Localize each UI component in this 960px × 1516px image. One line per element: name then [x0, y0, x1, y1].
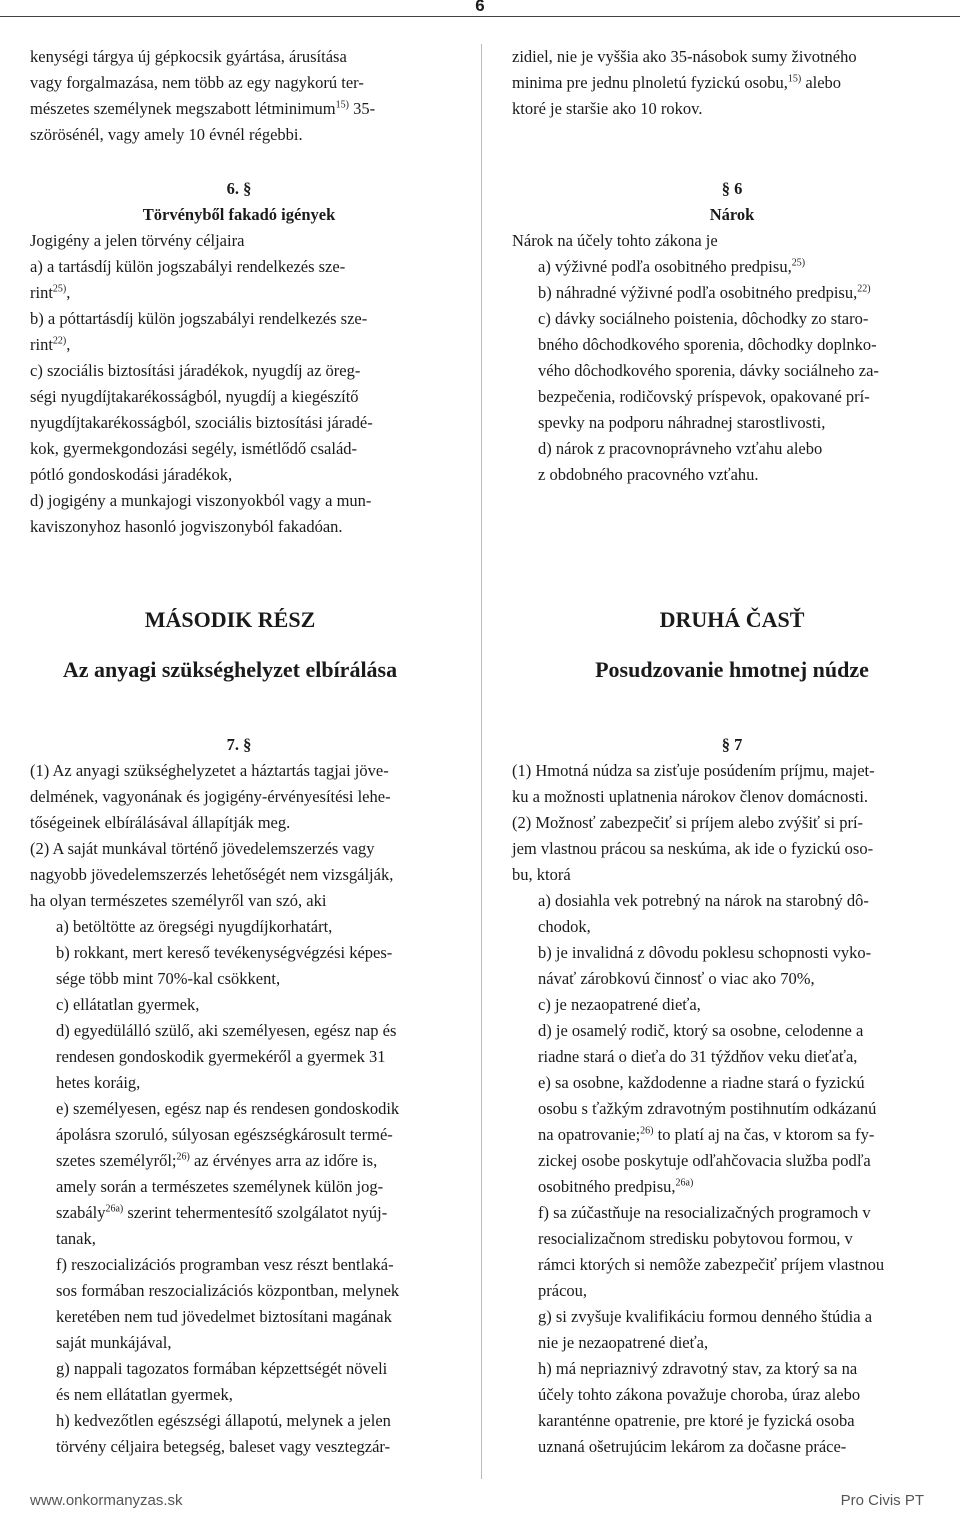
section-number: § 7	[721, 735, 743, 754]
text-line: c) szociális biztosítási járadékok, nyugdíj az öreg-	[30, 361, 361, 380]
section-number: 7. §	[226, 735, 252, 754]
column-divider	[481, 44, 482, 1479]
text-line: d) nárok z pracovnoprávneho vzťahu alebo	[538, 439, 823, 458]
text-line: (2) Možnosť zabezpečiť si príjem alebo zvýšiť si prí-	[512, 813, 864, 832]
text-line: Nárok na účely tohto zákona je	[512, 231, 718, 250]
text-line: pótló gondoskodási járadékok,	[30, 465, 233, 484]
text-line: szetes személyről;$^{26)}$ az érvényes arra az időre is,	[56, 1151, 378, 1170]
text-line: d) egyedülálló szülő, aki személyesen, egész nap és	[56, 1021, 397, 1040]
text-line: ha olyan természetes személyről van szó, aki	[30, 891, 327, 910]
text-line: rendesen gondoskodik gyermekéről a gyermek 31	[56, 1047, 386, 1066]
text-line: rint$^{22)}$,	[30, 335, 71, 354]
text-line: tanak,	[56, 1229, 96, 1248]
left-part-subtitle: Az anyagi szükséghelyzet elbírálása	[62, 657, 398, 682]
text-line: a) výživné podľa osobitného predpisu,$^{25)}$	[538, 257, 806, 276]
text-line: h) má nepriaznivý zdravotný stav, za ktorý sa na	[538, 1359, 858, 1378]
right-section-6	[512, 176, 952, 488]
text-line: ségi nyugdíjtakarékosságból, nyugdíj a kiegészítő	[30, 387, 359, 406]
text-line: rint$^{25)}$,	[30, 283, 71, 302]
text-line: minima pre jednu plnoletú fyzickú osobu,$^{15)}$ alebo	[512, 73, 842, 92]
text-line: tőségeinek elbírálásával állapítják meg.	[30, 813, 291, 832]
text-line: mészetes személynek megszabott létminimum$^{15)}$ 35-	[30, 99, 376, 118]
text-line: ku a možnosti uplatnenia nárokov členov domácnosti.	[512, 787, 869, 806]
text-line: g) nappali tagozatos formában képzettségét növeli	[56, 1359, 388, 1378]
text-line: Jogigény a jelen törvény céljaira	[30, 231, 245, 250]
text-line: nie je nezaopatrené dieťa,	[538, 1333, 709, 1352]
section-title: Törvényből fakadó igények	[142, 205, 336, 224]
text-line: ktoré je staršie ako 10 rokov.	[512, 99, 703, 118]
text-line: rámci ktorých si nemôže zabezpečiť príjem vlastnou	[538, 1255, 885, 1274]
text-line: jem vlastnou prácou sa neskúma, ak ide o fyzickú oso-	[512, 839, 874, 858]
text-line: b) a póttartásdíj külön jogszabályi rendelkezés sze-	[30, 309, 368, 328]
text-line: b) je invalidná z dôvodu poklesu schopnosti vyko-	[538, 943, 872, 962]
text-line: vagy forgalmazása, nem több az egy nagykorú ter-	[30, 73, 364, 92]
left-intro	[30, 44, 448, 148]
text-line: kenységi tárgya új gépkocsik gyártása, árusítása	[30, 47, 347, 66]
text-line: (2) A saját munkával történő jövedelemszerzés vagy	[30, 839, 375, 858]
text-line: saját munkájával,	[56, 1333, 172, 1352]
text-line: és nem ellátatlan gyermek,	[56, 1385, 233, 1404]
text-line: d) je osamelý rodič, ktorý sa osobne, celodenne a	[538, 1021, 864, 1040]
text-line: účely tohto zákona považuje choroba, úraz alebo	[538, 1385, 861, 1404]
text-line: bezpečenia, rodičovský príspevok, opakované prí-	[538, 387, 870, 406]
text-line: bného dôchodkového sporenia, dôchodky doplnko-	[538, 335, 877, 354]
left-section-6	[30, 176, 448, 540]
text-line: szörösénél, vagy amely 10 évnél régebbi.	[30, 125, 303, 144]
text-line: szabály$^{26a)}$ szerint tehermentesítő szolgálatot nyúj-	[56, 1203, 388, 1222]
text-line: hetes koráig,	[56, 1073, 141, 1092]
text-line: spevky na podporu náhradnej starostlivosti,	[538, 413, 826, 432]
text-line: osobu s ťažkým zdravotným postihnutím odkázanú	[538, 1099, 877, 1118]
text-line: riadne stará o dieťa do 31 týždňov veku dieťaťa,	[538, 1047, 858, 1066]
text-line: prácou,	[538, 1281, 588, 1300]
page-number: 6	[475, 0, 485, 15]
text-line: zickej osobe poskytuje odľahčovacia služba podľa	[538, 1151, 871, 1170]
text-line: f) reszocializációs programban vesz részt bentlaká-	[56, 1255, 394, 1274]
text-line: (1) Hmotná núdza sa zisťuje posúdením príjmu, majet-	[512, 761, 875, 780]
text-line: (1) Az anyagi szükséghelyzetet a háztartás tagjai jöve-	[30, 761, 389, 780]
text-line: vého dôchodkového sporenia, dávky sociálneho za-	[538, 361, 879, 380]
text-line: c) je nezaopatrené dieťa,	[538, 995, 701, 1014]
text-line: nyugdíjtakarékosságból, szociális biztosítási járadé-	[30, 413, 373, 432]
left-section-7	[30, 732, 448, 1460]
text-line: delmének, vagyonának és jogigény-érvényesítési lehe-	[30, 787, 391, 806]
text-line: a) a tartásdíj külön jogszabályi rendelkezés sze-	[30, 257, 346, 276]
left-part-title: MÁSODIK RÉSZ	[144, 607, 316, 632]
text-line: e) sa osobne, každodenne a riadne stará o fyzickú	[538, 1073, 865, 1092]
text-line: zidiel, nie je vyššia ako 35-násobok sumy životného	[512, 47, 857, 66]
footer-publisher: Pro Civis PT	[840, 1492, 924, 1509]
text-line: sos formában reszocializációs központban, melynek	[56, 1281, 400, 1300]
section-number: 6. §	[226, 179, 252, 198]
right-part-title: DRUHÁ ČASŤ	[659, 607, 805, 632]
text-line: keretében nem tud jövedelmet biztosítani magának	[56, 1307, 392, 1326]
top-rule	[0, 16, 960, 17]
text-line: resocializačnom stredisku pobytovou formou, v	[538, 1229, 853, 1248]
text-line: sége több mint 70%-kal csökkent,	[56, 969, 281, 988]
section-number: § 6	[721, 179, 743, 198]
text-line: a) betöltötte az öregségi nyugdíjkorhatárt,	[56, 917, 333, 936]
text-line: uznaná ošetrujúcim lekárom za dočasne práce-	[538, 1437, 847, 1456]
text-line: g) si zvyšuje kvalifikáciu formou denného štúdia a	[538, 1307, 873, 1326]
footer-website: www.onkormanyzas.sk	[30, 1492, 183, 1509]
text-line: bu, ktorá	[512, 865, 571, 884]
text-line: na opatrovanie;$^{26)}$ to platí aj na čas, v ktorom sa fy-	[538, 1125, 875, 1144]
text-line: z obdobného pracovného vzťahu.	[538, 465, 759, 484]
text-line: h) kedvezőtlen egészségi állapotú, melynek a jelen	[56, 1411, 391, 1430]
text-line: törvény céljaira betegség, baleset vagy vesztegzár-	[56, 1437, 391, 1456]
text-line: b) rokkant, mert kereső tevékenységvégzési képes-	[56, 943, 393, 962]
text-line: e) személyesen, egész nap és rendesen gondoskodik	[56, 1099, 400, 1118]
text-line: kaviszonyhoz hasonló jogviszonyból fakadóan.	[30, 517, 343, 536]
text-line: chodok,	[538, 917, 591, 936]
right-part-subtitle: Posudzovanie hmotnej núdze	[595, 657, 869, 682]
text-line: návať zárobkovú činnosť o viac ako 70%,	[538, 969, 815, 988]
text-line: c) ellátatlan gyermek,	[56, 995, 200, 1014]
text-line: karanténne opatrenie, pre ktoré je fyzická osoba	[538, 1411, 855, 1430]
text-line: a) dosiahla vek potrebný na nárok na starobný dô-	[538, 891, 869, 910]
text-line: amely során a természetes személynek külön jog-	[56, 1177, 384, 1196]
text-line: osobitného predpisu,$^{26a)}$	[538, 1177, 694, 1196]
section-title: Nárok	[709, 205, 755, 224]
text-line: f) sa zúčastňuje na resocializačných programoch v	[538, 1203, 871, 1222]
text-line: c) dávky sociálneho poistenia, dôchodky zo staro-	[538, 309, 869, 328]
text-line: b) náhradné výživné podľa osobitného predpisu,$^{22)}$	[538, 283, 871, 302]
right-intro	[512, 44, 952, 122]
text-line: d) jogigény a munkajogi viszonyokból vagy a mun-	[30, 491, 372, 510]
text-line: kok, gyermekgondozási segély, ismétlődő család-	[30, 439, 358, 458]
right-section-7	[512, 732, 952, 1460]
text-line: nagyobb jövedelemszerzés lehetőségét nem vizsgálják,	[30, 865, 394, 884]
text-line: ápolásra szoruló, súlyosan egészségkárosult termé-	[56, 1125, 393, 1144]
